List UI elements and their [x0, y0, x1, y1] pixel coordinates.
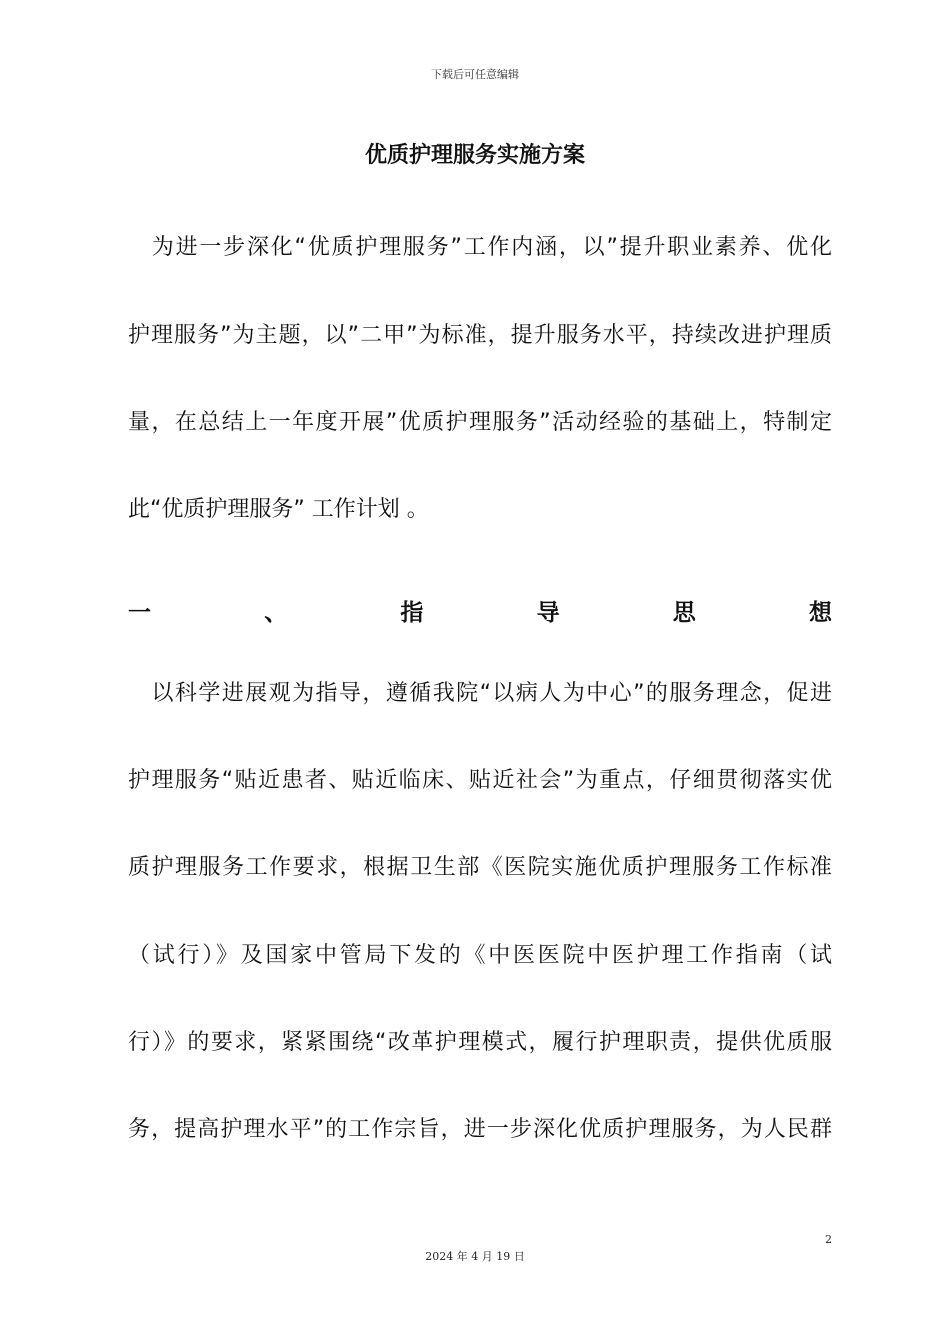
paragraph-line: 护理服务”为主题，以”二甲”为标准，提升服务水平，持续改进护理质 — [128, 323, 832, 348]
section-heading-guiding-ideology — [128, 590, 832, 630]
heading-char: 一 — [128, 599, 151, 626]
header-note: 下载后可任意编辑 — [431, 68, 519, 81]
paragraph-line: 以科学进展观为指导，遵循我院“以病人为中心”的服务理念，促进 — [128, 681, 832, 706]
page-number: 2 — [825, 1233, 832, 1246]
paragraph-line: 务，提高护理水平”的工作宗旨，进一步深化优质护理服务，为人民群 — [128, 1117, 832, 1142]
heading-char: 指 — [400, 599, 424, 626]
paragraph-line: 行）》的要求，紧紧围绕“改革护理模式，履行护理职责，提供优质服 — [128, 1030, 832, 1055]
paragraph-line: （试行）》及国家中管局下发的《中医医院中医护理工作指南（试 — [128, 943, 832, 968]
footer-date: 2024 年 4 月 19 日 — [425, 1250, 525, 1263]
heading-char: 思 — [672, 599, 696, 626]
paragraph-line: 此“优质护理服务” 工作计划 。 — [128, 497, 429, 522]
heading-char: 、 — [264, 599, 288, 626]
heading-char: 想 — [808, 599, 832, 626]
paragraph-line: 量，在总结上一年度开展”优质护理服务”活动经验的基础上，特制定 — [128, 410, 832, 435]
document-title: 优质护理服务实施方案 — [364, 143, 585, 168]
heading-char: 导 — [536, 599, 560, 626]
paragraph-line: 护理服务“贴近患者、贴近临床、贴近社会”为重点，仔细贯彻落实优 — [128, 768, 832, 793]
paragraph-line: 质护理服务工作要求，根据卫生部《医院实施优质护理服务工作标准 — [128, 855, 832, 880]
paragraph-line: 为进一步深化“优质护理服务”工作内涵，以”提升职业素养、优化 — [128, 235, 832, 260]
